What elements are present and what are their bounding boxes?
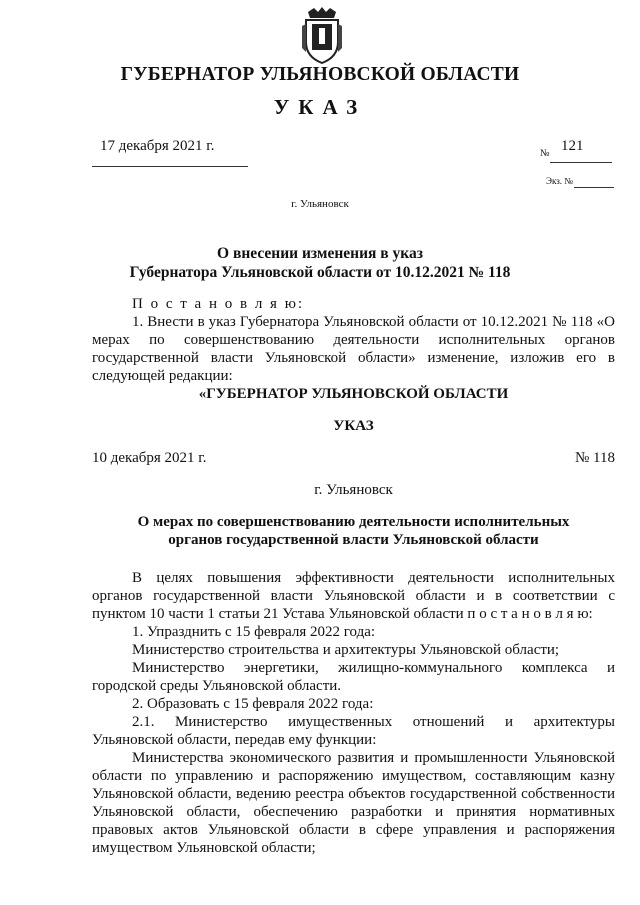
inner-subject-line-2: органов государственной власти Ульяновской области — [168, 532, 539, 548]
inner-subject-line-1: О мерах по совершенствованию деятельности исполнительных — [137, 514, 570, 530]
paragraph-1a: Министерство строительства и архитектуры Ульяновской области; — [132, 642, 560, 658]
issue-city: г. Ульяновск — [291, 198, 349, 210]
item-1: 1. Внести в указ Губернатора Ульяновской области от 10.12.2021 № 118 «О мерах по совершенствованию деятельности исполнительных органов государственной власти Ульяновской области» изменение, изложив его в следующей редакции: — [92, 314, 615, 384]
document-date: 17 декабря 2021 г. — [100, 138, 215, 154]
copy-number-underline — [574, 187, 614, 188]
paragraph-2-1: 2.1. Министерство имущественных отношений и архитектуры Ульяновской области, передав ему функции: — [92, 714, 615, 748]
inner-document-type: УКАЗ — [333, 418, 374, 434]
number-label: № — [540, 148, 550, 159]
paragraph-2-1a: Министерства экономического развития и промышленности Ульяновской области по управлению и распоряжению имуществом, составляющим казну Ульяновской области, ведению реестра объектов государственной собственности Ульяновской области, обеспечению разработки и принятия нормативных правовых актов Ульяновской области в сфере управления и распоряжения имуществом Ульяновской области; — [92, 750, 615, 856]
inner-city: г. Ульяновск — [314, 482, 393, 498]
document-body — [92, 295, 615, 857]
preamble: В целях повышения эффективности деятельности исполнительных органов государственной власти Ульяновской области и в соответствии с пунктом 10 части 1 статьи 21 Устава Ульяновской области п о с т а н о в л я ю: — [92, 570, 615, 622]
issuer-title: ГУБЕРНАТОР УЛЬЯНОВСКОЙ ОБЛАСТИ — [120, 64, 520, 85]
copy-number-label: Экз. № — [546, 176, 573, 186]
paragraph-1: 1. Упразднить с 15 февраля 2022 года: — [132, 624, 376, 640]
inner-number: № 118 — [574, 450, 615, 466]
document-type: УКАЗ — [273, 95, 367, 119]
paragraph-1b: Министерство энергетики, жилищно-коммунального комплекса и городской среды Ульяновской области. — [92, 660, 615, 694]
number-underline — [550, 162, 612, 163]
paragraph-2: 2. Образовать с 15 февраля 2022 года: — [132, 696, 374, 712]
document-subject — [0, 244, 640, 282]
date-underline — [92, 166, 248, 167]
subject-line-1: О внесении изменения в указ — [217, 245, 423, 262]
inner-date: 10 декабря 2021 г. — [92, 450, 207, 466]
decree-word: П о с т а н о в л я ю: — [132, 296, 305, 312]
document-number: 121 — [561, 138, 584, 154]
inner-date-row — [92, 449, 615, 467]
inner-issuer-title: «ГУБЕРНАТОР УЛЬЯНОВСКОЙ ОБЛАСТИ — [198, 386, 509, 402]
subject-line-2: Губернатора Ульяновской области от 10.12.2021 № 118 — [129, 264, 511, 281]
coat-of-arms-icon — [300, 6, 344, 64]
